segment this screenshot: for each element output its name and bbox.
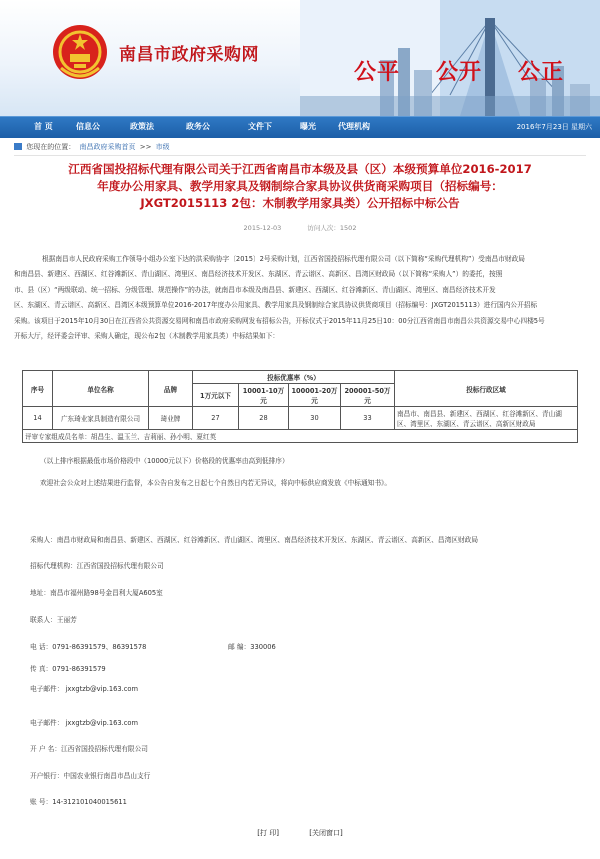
table-row — [23, 407, 578, 430]
paragraph-line: 采购。该项目于2015年10月30日在江西省公共资源交易网和南昌市政府采购网发布招标公告，开标仪式于2015年11月25日10：00分江西省南昌市南昌公共资源交易中心四楼5号 — [14, 316, 545, 325]
contact-postcode: 邮 编：330006 — [228, 643, 276, 651]
col-discount-group: 投标优惠率（%） — [193, 371, 395, 384]
col-brand: 品牌 — [149, 371, 193, 407]
slogan-fair: 公平 — [354, 59, 401, 85]
contact-purchaser: 采购人：南昌市财政局和南昌县、新建区、西湖区、红谷滩新区、青山湖区、湾里区、南昌经济技术开发区、东湖区、青云谱区、高新区、昌湾区财政局 — [30, 536, 479, 544]
paragraph-line: 根据南昌市人民政府采购工作领导小组办公室下达的洪采购协字〔2015〕2号采购计划，江西省国投招标代理有限公司（以下简称“采购代理机构”）受南昌市财政局 — [42, 255, 525, 263]
article-views: 访问人次：1502 — [307, 224, 357, 232]
breadcrumb — [14, 142, 586, 156]
footer-actions — [0, 828, 600, 838]
cell-rate: 30 — [289, 407, 341, 430]
breadcrumb-current[interactable]: 市级 — [155, 143, 170, 151]
nav-downloads[interactable]: 文件下 — [248, 122, 272, 131]
cell-rate: 33 — [341, 407, 395, 430]
col-tier: 10001-10万元 — [239, 384, 289, 407]
article-paragraph — [14, 252, 586, 344]
cell-no: 14 — [23, 407, 53, 430]
contact-person: 联系人：王丽芳 — [30, 616, 77, 624]
cell-rate: 27 — [193, 407, 239, 430]
main-nav — [0, 116, 600, 138]
supervision-note: 欢迎社会公众对上述结果进行监督，本公告自发布之日起七个自然日内若无异议，将向中标供应商发放《中标通知书》。 — [40, 479, 392, 487]
table-row — [23, 430, 578, 443]
article-title — [18, 161, 582, 212]
article-title-line: 江西省国投招标代理有限公司关于江西省南昌市本级及县（区）本级预算单位2016-2017 — [68, 162, 532, 176]
nav-affairs[interactable]: 政务公 — [186, 122, 210, 131]
article-meta — [0, 223, 600, 232]
col-tier: 200001-50万元 — [341, 384, 395, 407]
paragraph-line: 和南昌县、新建区、西湖区、红谷滩新区、青山湖区、湾里区、南昌经济技术开发区、东湖区、青云谱区、高新区、昌湾区财政局（以下简称“采购人”）的委托，按照 — [14, 270, 503, 279]
header-banner — [0, 0, 600, 116]
breadcrumb-home-link[interactable]: 南昌政府采购首页 — [79, 143, 136, 151]
nav-info[interactable]: 信息公 — [76, 122, 100, 131]
home-icon — [14, 143, 22, 150]
contact-account-no: 账 号：14-312101040015611 — [30, 798, 127, 806]
contact-phone: 电 话：0791-86391579、86391578 — [30, 643, 147, 651]
nav-policy[interactable]: 政策法 — [130, 122, 154, 131]
current-date: 2016年7月23日 星期六 — [516, 123, 592, 131]
breadcrumb-prefix: 您现在的位置： — [26, 143, 76, 151]
contact-email-2: 电子邮件： jxxgtzb@vip.163.com — [30, 719, 139, 727]
article-title-line: JXGT2015113 2包：木制教学用家具类）公开招标中标公告 — [140, 196, 460, 210]
close-window-button[interactable]: [关闭窗口] — [309, 829, 343, 837]
cell-brand: 琦业牌 — [149, 407, 193, 430]
contact-email: 电子邮件： jxxgtzb@vip.163.com — [30, 685, 139, 693]
contact-address: 地址：南昌市福州路98号金昌利大厦A605室 — [30, 589, 163, 597]
paragraph-line: 区、东湖区、青云谱区、高新区、昌湾区本级预算单位2016-2017年度办公用家具、教学用家具及钢制综合家具协议供货商项目（招标编号：JXGT2015113）进行国内公开招标 — [14, 301, 538, 310]
col-no: 序号 — [23, 371, 53, 407]
cell-region: 南昌市、南昌县、新建区、西湖区、红谷滩新区、青山湖区、湾里区、东湖区、青云谱区、高新区财政局 — [395, 407, 578, 430]
paragraph-line: 市、县（区）“两级联动、统一招标、分级管理、规范操作”的办法，就南昌市本级及南昌县、新建区、西湖区、红谷滩新区、青山湖区、湾里区、南昌经济技术开发 — [14, 285, 496, 294]
print-button[interactable]: [打 印] — [257, 829, 279, 837]
contact-fax: 传 真：0791-86391579 — [30, 665, 106, 673]
col-tier: 100001-20万元 — [289, 384, 341, 407]
result-table — [22, 370, 578, 443]
paragraph-line: 开标大厅，经评委会评审、采购人确定，现公布2包（木制教学用家具类）中标结果如下： — [14, 332, 280, 341]
committee-list: 评审专家组成员名单：胡昌生、温玉兰、吉莉丽、孙小明、夏红英 — [23, 430, 578, 443]
sorting-note: （以上排序根据最低市场价格段中（10000元以下）价格段的优惠率由高到低排序） — [40, 457, 289, 465]
nav-home[interactable]: 首 页 — [34, 122, 53, 131]
contact-bank: 开户银行：中国农业银行南昌市昌山支行 — [30, 772, 151, 780]
col-tier: 1万元以下 — [193, 384, 239, 407]
contact-agency: 招标代理机构：江西省国投招标代理有限公司 — [30, 562, 164, 570]
col-region: 投标行政区域 — [395, 371, 578, 407]
cell-unit: 广东琦业家具制造有限公司 — [53, 407, 149, 430]
slogan-open: 公开 — [436, 59, 483, 85]
table-header-row — [23, 371, 578, 384]
breadcrumb-separator: >> — [139, 143, 152, 151]
article-title-line: 年度办公用家具、教学用家具及钢制综合家具协议供货商采购项目（招标编号： — [97, 179, 503, 193]
site-title: 南昌市政府采购网 — [119, 45, 259, 65]
nav-exposure[interactable]: 曝光 — [300, 122, 316, 131]
nav-agencies[interactable]: 代理机构 — [338, 122, 370, 131]
contact-account-name: 开 户 名：江西省国投招标代理有限公司 — [30, 745, 148, 753]
col-unit: 单位名称 — [53, 371, 149, 407]
national-emblem-icon — [51, 22, 109, 84]
slogan-just: 公正 — [518, 59, 565, 85]
article-date: 2015-12-03 — [243, 224, 282, 232]
cell-rate: 28 — [239, 407, 289, 430]
